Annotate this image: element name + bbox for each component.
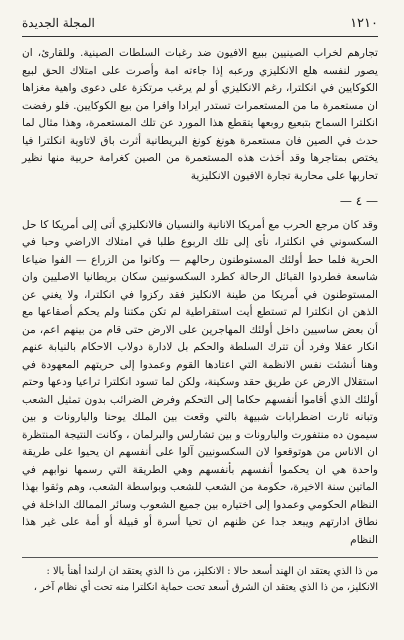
journal-title: المجلة الجديدة (22, 16, 95, 30)
article-body (22, 45, 378, 596)
section-number: — ٤ — (339, 194, 378, 208)
page-header (22, 10, 378, 37)
footnote-line-2: الانكليز، من ذا الذي يعتقد ان الشرق أسعد تحت حماية انكلترا منه تحت أي نظام آخر ، (33, 582, 378, 593)
footnote-line-1: من ذا الذي يعتقد ان الهند أسعد حالا : الانكليز، من ذا الذي يعتقد ان ارلندا أهنأ بالا : (46, 566, 378, 577)
paragraph-opium-trade: تجارهم لخراب الصينيين ببيع الافيون ضد رغبات السلطات الصينية. وللقارئ، ان يصور لنفسه هلع الانكليزي ورعبه إذا جاءته امة وأصرت على امتلاك الحق لبيع الكوكايين في انكلترا، رغم الانكليزي أو لم يرغب مرتكزة على دعوى واهية مغزاها ان مستعمرة ما من المستعمرات تستدر ايرادا وافرا من بيع الكوكايين. فلو رفضت انكلترا السماح بتبعيع روبعها يتقطع هذا المورد عن تلك المستعمرة، وهذا مثال لما حدث في الصين فان مستعمرة هونغ كونغ البريطانية أثرت باق لاتاوية انكلترا فيا يختص بمتاجرها وقد أخذت هذه المستعمرة من الصين كغرامة حربية منها نظير تحاربها على محاربة تجارة الافيون الانكليزية (22, 47, 378, 182)
page-number: ١٢١٠ (350, 15, 378, 31)
paragraph-america-war: وقد كان مرجع الحرب مع أمريكا الانانية والنسيان فالانكليزي أتى إلى أمريكا كا حل السكسوني في انكلترا، نأى إلى تلك الربوع طلبا في امتلاك الاراضي وحبا في الحرية فلما حط أولئك المستوطنون رحالهم — وكانوا من الزراع — الفوا ضياعا شاسعة فطردوا القبائل الرحالة كطرد السكسونيين سكان بريطانيا الاصليين وان المستوطنون في أمريكا من طينة الانكليز فقد ركزوا في انكلترا، ولا يغني عن الذهن ان انكلترا لم تستطع أيت استقراطية لم تكن مكتنا ولم يحكم أصقاعها مع أن بعض ساسيين داخل أولئك المهاجرين على الارض حتى قام من بينهم اعم، من انكار عقلا وفرد أن تترك السلطة والحكم بل لادارة دولاب الاحكام بالنيابة عنهم وهنا أنشئت نفس الانظمة التي اعتادها القوم وعمدوا إلى حريتهم المعهودة في استقلال الارض عن طريق حقد وسكينة، ولكن لما تسود انكلترا تراعيا ودعها وحتم أولئك الذي أقاموا أنفسهم حكاما إلى التحكم وفرض الضرائب بدون تمثيل الشعب وتبانه ثارت اضطرابات شبيهة بالتي وقعت بين الملك يوحنا والبارونات و بين سيمون ده منتفورت والبارونات و بين تشارلس والبرلمان ، وكانت النتيجة المنتظرة ان الاناس من هوتوقعوا لان السكسونيين آلوا على أنفسهم ان يحيوا على طريقة واحدة هي ان يحكموا أنفسهم بأنفسهم وهي الطريقة التي رسمها نوابهم في الماتين سنة الاخيرة، حكومة من الشعب للشعب وبواسطة الشعب، وهم وثقوا بهذا النظام الحكومي وعمدوا إلى اختياره بين جميع الشعوب وسائر الممالك الداخلة في نطاق ادارتهم ويبعد جدا عن ظنهم ان تحيا أسرة أو قبيلة أو أمة على غير هذا النظام (22, 218, 378, 546)
footnote (22, 557, 378, 596)
